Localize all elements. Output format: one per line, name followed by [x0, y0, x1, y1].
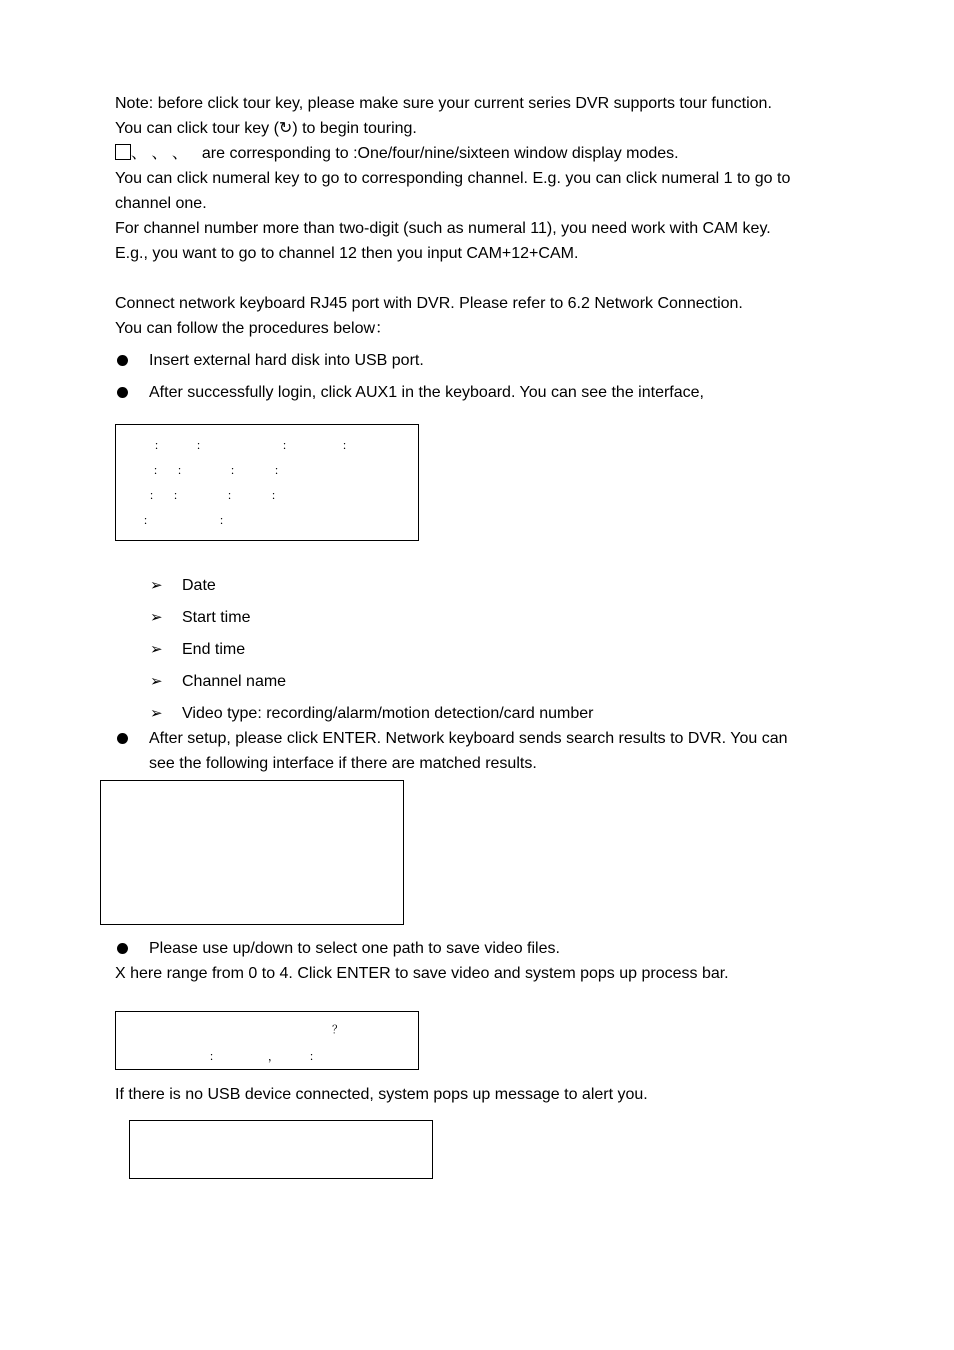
connect-line: Connect network keyboard RJ45 port with DVR. Please refer to 6.2 Network Connection.: [115, 295, 743, 312]
search-interface-box: [115, 424, 419, 541]
note-line: Note: before click tour key, please make sure your current series DVR supports tour function.: [115, 95, 772, 112]
colon-mark: ：: [149, 489, 160, 502]
arrow-bullet-icon: ➢: [150, 673, 163, 690]
tour-key-line: You can click tour key (↻) to begin touring.: [115, 120, 417, 137]
sub-item-end-time: End time: [182, 641, 246, 658]
colon-mark: ：: [274, 464, 285, 477]
results-interface-box: [100, 780, 404, 925]
bullet-icon: [117, 387, 128, 398]
colon-mark: ：: [143, 514, 154, 527]
bullet-enter-line2: see the following interface if there are matched results.: [149, 755, 537, 772]
sub-item-channel-name: Channel name: [182, 673, 287, 690]
sub-item-video-type: Video type: recording/alarm/motion detection/card number: [182, 705, 594, 722]
no-usb-line: If there is no USB device connected, system pops up message to alert you.: [115, 1086, 648, 1103]
arrow-bullet-icon: ➢: [150, 577, 163, 594]
colon-mark: ：: [154, 439, 165, 452]
channel-one-line: channel one.: [115, 195, 207, 212]
two-digit-line: For channel number more than two-digit (such as numeral 11), you need work with CAM key.: [115, 220, 771, 237]
display-modes-line: [115, 144, 679, 164]
sub-item-start-time: Start time: [182, 609, 251, 626]
range-note-line: X here range from 0 to 4. Click ENTER to save video and system pops up process bar.: [115, 965, 729, 982]
square-window-icon: [115, 144, 131, 160]
bullet-select-path: Please use up/down to select one path to save video files.: [149, 940, 560, 957]
colon-mark: ：: [219, 514, 230, 527]
colon-mark: ：: [196, 439, 207, 452]
sub-item-date: Date: [182, 577, 216, 594]
colon-mark: ：: [230, 464, 241, 477]
colon-mark: ：: [177, 464, 188, 477]
comma-mark: ，: [268, 1050, 279, 1063]
colon-mark: ：: [342, 439, 353, 452]
alert-message-box: [129, 1120, 433, 1179]
colon-mark: ：: [227, 489, 238, 502]
bullet-enter-line1: After setup, please click ENTER. Network keyboard sends search results to DVR. You can: [149, 730, 788, 747]
colon-mark: ：: [153, 464, 164, 477]
colon-mark: ：: [173, 489, 184, 502]
mode-separators: 、 、 、: [131, 145, 188, 162]
arrow-bullet-icon: ➢: [150, 609, 163, 626]
display-modes-text: are corresponding to :One/four/nine/sixteen window display modes.: [201, 145, 679, 162]
colon-mark: ：: [282, 439, 293, 452]
procedures-line: You can follow the procedures below：: [115, 320, 392, 337]
colon-mark: ：: [271, 489, 282, 502]
arrow-bullet-icon: ➢: [150, 641, 163, 658]
process-dialog-box: [115, 1011, 419, 1070]
bullet-icon: [117, 943, 128, 954]
colon-mark: ：: [309, 1050, 320, 1063]
numeral-key-line: You can click numeral key to go to corresponding channel. E.g. you can click numeral 1 to go to: [115, 170, 791, 187]
arrow-bullet-icon: ➢: [150, 705, 163, 722]
colon-mark: ：: [209, 1050, 220, 1063]
bullet-icon: [117, 355, 128, 366]
cam-example-line: E.g., you want to go to channel 12 then you input CAM+12+CAM.: [115, 245, 579, 262]
bullet-icon: [117, 733, 128, 744]
question-mark: ？: [332, 1023, 343, 1036]
bullet-aux1: After successfully login, click AUX1 in the keyboard. You can see the interface,: [149, 384, 704, 401]
bullet-usb: Insert external hard disk into USB port.: [149, 352, 424, 369]
